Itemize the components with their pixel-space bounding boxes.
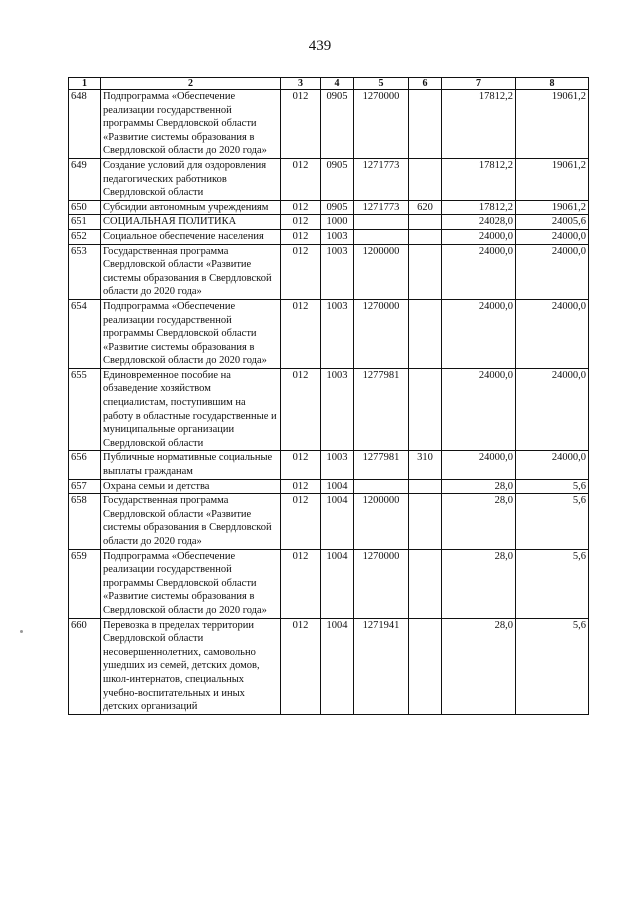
amount-year-1: 24000,0	[442, 244, 516, 299]
item-name: Перевозка в пределах территории Свердловской области несовершеннолетних, самовольно ушедших из семей, детских домов, школ-интернатов, специальных учебно-воспитательных и иных детских организаций	[101, 618, 281, 714]
amount-year-1: 24028,0	[442, 215, 516, 230]
item-name: Подпрограмма «Обеспечение реализации государственной программы Свердловской области «Развитие системы образования в Свердловской области до 2020 года»	[101, 549, 281, 618]
item-name: СОЦИАЛЬНАЯ ПОЛИТИКА	[101, 215, 281, 230]
expense-type-code	[409, 244, 442, 299]
table-row	[69, 494, 589, 549]
table-row	[69, 215, 589, 230]
column-header: 2	[101, 78, 281, 90]
column-header: 1	[69, 78, 101, 90]
target-code: 1270000	[354, 90, 409, 159]
ministry-code: 012	[281, 90, 321, 159]
row-number: 659	[69, 549, 101, 618]
amount-year-2: 24000,0	[516, 368, 589, 451]
expense-type-code: 310	[409, 451, 442, 479]
target-code	[354, 215, 409, 230]
table-header-row	[69, 78, 589, 90]
table-row	[69, 299, 589, 368]
section-code: 1003	[321, 451, 354, 479]
amount-year-1: 17812,2	[442, 200, 516, 215]
item-name: Подпрограмма «Обеспечение реализации государственной программы Свердловской области «Развитие системы образования в Свердловской области до 2020 года»	[101, 90, 281, 159]
amount-year-1: 28,0	[442, 618, 516, 714]
amount-year-2: 5,6	[516, 618, 589, 714]
target-code: 1277981	[354, 368, 409, 451]
ministry-code: 012	[281, 479, 321, 494]
amount-year-2: 5,6	[516, 494, 589, 549]
row-number: 650	[69, 200, 101, 215]
row-number: 649	[69, 158, 101, 200]
amount-year-2: 24000,0	[516, 451, 589, 479]
target-code: 1200000	[354, 494, 409, 549]
amount-year-1: 28,0	[442, 494, 516, 549]
section-code: 1004	[321, 618, 354, 714]
amount-year-1: 24000,0	[442, 451, 516, 479]
table-row	[69, 479, 589, 494]
target-code: 1270000	[354, 299, 409, 368]
ministry-code: 012	[281, 200, 321, 215]
page-number: 439	[308, 38, 332, 54]
budget-table	[68, 77, 589, 715]
table-row	[69, 368, 589, 451]
item-name: Социальное обеспечение населения	[101, 229, 281, 244]
section-code: 1003	[321, 299, 354, 368]
expense-type-code	[409, 299, 442, 368]
column-header: 5	[354, 78, 409, 90]
amount-year-1: 24000,0	[442, 299, 516, 368]
row-number: 658	[69, 494, 101, 549]
section-code: 1003	[321, 244, 354, 299]
row-number: 653	[69, 244, 101, 299]
table-row	[69, 229, 589, 244]
amount-year-2: 19061,2	[516, 158, 589, 200]
target-code	[354, 479, 409, 494]
row-number: 654	[69, 299, 101, 368]
item-name: Подпрограмма «Обеспечение реализации государственной программы Свердловской области «Развитие системы образования в Свердловской области до 2020 года»	[101, 299, 281, 368]
expense-type-code	[409, 90, 442, 159]
expense-type-code: 620	[409, 200, 442, 215]
table-row	[69, 158, 589, 200]
expense-type-code	[409, 215, 442, 230]
item-name: Государственная программа Свердловской области «Развитие системы образования в Свердловской области до 2020 года»	[101, 244, 281, 299]
amount-year-1: 24000,0	[442, 368, 516, 451]
row-number: 656	[69, 451, 101, 479]
column-header: 6	[409, 78, 442, 90]
amount-year-2: 19061,2	[516, 90, 589, 159]
expense-type-code	[409, 479, 442, 494]
ministry-code: 012	[281, 244, 321, 299]
item-name: Создание условий для оздоровления педагогических работников Свердловской области	[101, 158, 281, 200]
amount-year-2: 24000,0	[516, 244, 589, 299]
amount-year-2: 19061,2	[516, 200, 589, 215]
expense-type-code	[409, 229, 442, 244]
table-row	[69, 451, 589, 479]
amount-year-2: 24000,0	[516, 229, 589, 244]
row-number: 652	[69, 229, 101, 244]
section-code: 1003	[321, 229, 354, 244]
table-row	[69, 200, 589, 215]
column-header: 3	[281, 78, 321, 90]
ministry-code: 012	[281, 494, 321, 549]
ministry-code: 012	[281, 451, 321, 479]
row-number: 660	[69, 618, 101, 714]
target-code: 1271773	[354, 200, 409, 215]
row-number: 655	[69, 368, 101, 451]
table-row	[69, 244, 589, 299]
target-code	[354, 229, 409, 244]
target-code: 1277981	[354, 451, 409, 479]
column-header: 7	[442, 78, 516, 90]
scan-speck	[20, 630, 23, 633]
amount-year-2: 5,6	[516, 479, 589, 494]
section-code: 0905	[321, 200, 354, 215]
column-header: 4	[321, 78, 354, 90]
expense-type-code	[409, 618, 442, 714]
ministry-code: 012	[281, 158, 321, 200]
item-name: Охрана семьи и детства	[101, 479, 281, 494]
amount-year-1: 28,0	[442, 549, 516, 618]
table-row	[69, 90, 589, 159]
expense-type-code	[409, 158, 442, 200]
row-number: 657	[69, 479, 101, 494]
ministry-code: 012	[281, 368, 321, 451]
amount-year-1: 17812,2	[442, 158, 516, 200]
amount-year-1: 17812,2	[442, 90, 516, 159]
amount-year-1: 28,0	[442, 479, 516, 494]
section-code: 1004	[321, 479, 354, 494]
section-code: 0905	[321, 158, 354, 200]
table-row	[69, 618, 589, 714]
item-name: Государственная программа Свердловской области «Развитие системы образования в Свердловской области до 2020 года»	[101, 494, 281, 549]
ministry-code: 012	[281, 299, 321, 368]
ministry-code: 012	[281, 618, 321, 714]
section-code: 1003	[321, 368, 354, 451]
ministry-code: 012	[281, 549, 321, 618]
amount-year-1: 24000,0	[442, 229, 516, 244]
ministry-code: 012	[281, 215, 321, 230]
section-code: 0905	[321, 90, 354, 159]
column-header: 8	[516, 78, 589, 90]
row-number: 648	[69, 90, 101, 159]
target-code: 1271941	[354, 618, 409, 714]
ministry-code: 012	[281, 229, 321, 244]
section-code: 1004	[321, 549, 354, 618]
expense-type-code	[409, 494, 442, 549]
expense-type-code	[409, 549, 442, 618]
section-code: 1004	[321, 494, 354, 549]
expense-type-code	[409, 368, 442, 451]
amount-year-2: 24000,0	[516, 299, 589, 368]
item-name: Субсидии автономным учреждениям	[101, 200, 281, 215]
amount-year-2: 5,6	[516, 549, 589, 618]
target-code: 1200000	[354, 244, 409, 299]
item-name: Единовременное пособие на обзаведение хозяйством специалистам, поступившим на работу в областные государственные и муниципальные организации Свердловской области	[101, 368, 281, 451]
section-code: 1000	[321, 215, 354, 230]
target-code: 1271773	[354, 158, 409, 200]
item-name: Публичные нормативные социальные выплаты гражданам	[101, 451, 281, 479]
table-row	[69, 549, 589, 618]
target-code: 1270000	[354, 549, 409, 618]
amount-year-2: 24005,6	[516, 215, 589, 230]
row-number: 651	[69, 215, 101, 230]
